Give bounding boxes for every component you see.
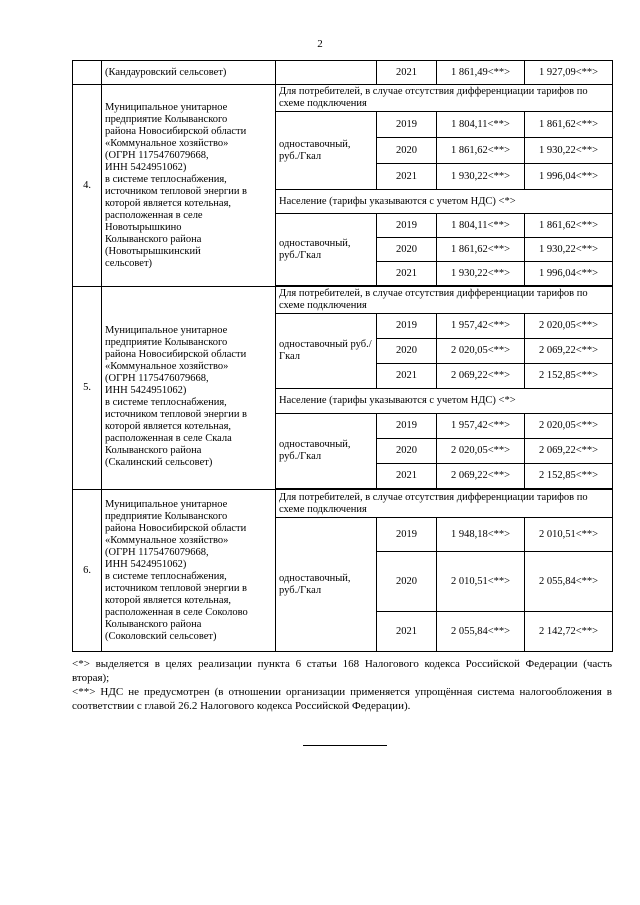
tariff-value-1: 1 804,11<**> <box>437 214 525 238</box>
tariff-value-2: 2 020,05<**> <box>525 314 613 339</box>
tariff-value-2: 2 069,22<**> <box>525 339 613 364</box>
tariff-value-1: 2 069,22<**> <box>437 364 525 389</box>
org-line: Колыванского района <box>105 444 202 456</box>
org-line: ИНН 5424951062) <box>105 558 187 570</box>
tariff-value-1: 1 804,11<**> <box>437 112 525 138</box>
tariff-value-2: 2 152,85<**> <box>525 464 613 489</box>
tariff-value-2: 1 996,04<**> <box>525 164 613 190</box>
section-header: Для потребителей, в случае отсутствия дифференциации тарифов по схеме подключения <box>276 85 613 112</box>
tariff-value-2: 2 142,72<**> <box>525 612 613 652</box>
year-cell: 2019 <box>377 414 437 439</box>
org-line: в системе теплоснабжения, <box>105 396 227 408</box>
tariff-value-1: 1 957,42<**> <box>437 414 525 439</box>
org-line: Муниципальное унитарное <box>105 324 228 336</box>
tariff-value-1: 2 010,51<**> <box>437 552 525 612</box>
tariff-table <box>72 60 613 652</box>
tariff-value-1: 1 930,22<**> <box>437 164 525 190</box>
section-header: Для потребителей, в случае отсутствия дифференциации тарифов по схеме подключения <box>276 287 613 314</box>
org-line: расположенная в селе <box>105 209 203 221</box>
org-line: (ОГРН 1175476079668, <box>105 546 209 558</box>
tariff-category: одноставочный, руб./Гкал <box>276 112 377 190</box>
year-cell: 2020 <box>377 339 437 364</box>
year-cell: 2019 <box>377 112 437 138</box>
year-cell: 2019 <box>377 214 437 238</box>
tariff-value-1: 1 861,62<**> <box>437 138 525 164</box>
org-line: расположенная в селе Скала <box>105 432 232 444</box>
tariff-value-2: 2 020,05<**> <box>525 414 613 439</box>
org-line: района Новосибирской области <box>105 348 247 360</box>
tariff-value-1: 2 020,05<**> <box>437 339 525 364</box>
tariff-value-1: 1 957,42<**> <box>437 314 525 339</box>
org-line: (Соколовский сельсовет) <box>105 630 217 642</box>
org-line: которой является котельная, <box>105 197 232 209</box>
section-header: Население (тарифы указываются с учетом НДС) <*> <box>276 389 613 414</box>
end-divider <box>303 745 387 746</box>
section-header-row <box>73 85 613 112</box>
org-line: ИНН 5424951062) <box>105 384 187 396</box>
tariff-value-2: 1 930,22<**> <box>525 138 613 164</box>
org-name-cell: (Кандауровский сельсовет) <box>102 61 276 85</box>
year-cell: 2020 <box>377 138 437 164</box>
org-line: в системе теплоснабжения, <box>105 570 227 582</box>
year-cell: 2021 <box>377 262 437 286</box>
org-line: (Скалинский сельсовет) <box>105 456 213 468</box>
tariff-category: одноставочный руб./Гкал <box>276 314 377 389</box>
org-line: Колыванского района <box>105 233 202 245</box>
year-cell: 2020 <box>377 439 437 464</box>
year-cell: 2021 <box>377 464 437 489</box>
tariff-value-2: 1 861,62<**> <box>525 214 613 238</box>
tariff-value-2: 1 996,04<**> <box>525 262 613 286</box>
org-line: предприятие Колыванского <box>105 510 228 522</box>
category-cell <box>276 61 377 85</box>
year-cell: 2020 <box>377 552 437 612</box>
tariff-value-2: 1 861,62<**> <box>525 112 613 138</box>
org-description <box>102 490 276 652</box>
tariff-value-2: 2 055,84<**> <box>525 552 613 612</box>
org-line: Колыванского района <box>105 618 202 630</box>
org-line: «Коммунальное хозяйство» <box>105 360 229 372</box>
year-cell: 2019 <box>377 314 437 339</box>
org-description <box>102 85 276 287</box>
year-cell: 2021 <box>377 364 437 389</box>
footnotes <box>72 657 612 713</box>
org-line: (ОГРН 1175476079668, <box>105 372 209 384</box>
tariff-value-2: 2 010,51<**> <box>525 518 613 552</box>
org-line: района Новосибирской области <box>105 522 247 534</box>
org-line: «Коммунальное хозяйство» <box>105 534 229 546</box>
year-cell: 2021 <box>377 612 437 652</box>
org-line: источником тепловой энергии в <box>105 185 248 197</box>
page-number: 2 <box>317 38 323 50</box>
org-line: в системе теплоснабжения, <box>105 173 227 185</box>
org-line: предприятие Колыванского <box>105 336 228 348</box>
row-number: 5. <box>73 287 102 490</box>
tariff-category: одноставочный, руб./Гкал <box>276 214 377 286</box>
org-line: расположенная в селе Соколово <box>105 606 248 618</box>
org-line: «Коммунальное хозяйство» <box>105 137 229 149</box>
org-line: которой является котельная, <box>105 594 232 606</box>
tariff-value-2: 1 930,22<**> <box>525 238 613 262</box>
tariff-value-1: 1 948,18<**> <box>437 518 525 552</box>
org-line: Муниципальное унитарное <box>105 498 228 510</box>
tariff-value-1: 2 069,22<**> <box>437 464 525 489</box>
table-row <box>73 61 613 85</box>
tariff-value-1: 2 020,05<**> <box>437 439 525 464</box>
footnote: <*> выделяется в целях реализации пункта 6 статьи 168 Налогового кодекса Российской Федерации (часть вторая); <box>72 658 612 684</box>
tariff-value-2: 2 152,85<**> <box>525 364 613 389</box>
tariff-value-1: 1 861,62<**> <box>437 238 525 262</box>
year-cell: 2021 <box>377 164 437 190</box>
tariff-category: одноставочный, руб./Гкал <box>276 518 377 652</box>
footnote: <**> НДС не предусмотрен (в отношении организации применяется упрощённая система налогообложения в соответствии с главой 26.2 Налогового кодекса Российской Федерации). <box>72 686 612 712</box>
tariff-value-1: 1 930,22<**> <box>437 262 525 286</box>
org-line: Новотырышкино <box>105 221 182 233</box>
org-line: Муниципальное унитарное <box>105 101 228 113</box>
tariff-category: одноставочный, руб./Гкал <box>276 414 377 489</box>
row-number: 4. <box>73 85 102 287</box>
year-cell: 2020 <box>377 238 437 262</box>
org-description <box>102 287 276 490</box>
org-line: ИНН 5424951062) <box>105 161 187 173</box>
org-line: источником тепловой энергии в <box>105 582 248 594</box>
org-line: района Новосибирской области <box>105 125 247 137</box>
org-line: предприятие Колыванского <box>105 113 228 125</box>
year-cell: 2021 <box>377 61 437 85</box>
row-number: 6. <box>73 490 102 652</box>
org-line: (Новотырышкинский <box>105 245 201 257</box>
org-line: (ОГРН 1175476079668, <box>105 149 209 161</box>
num-cell <box>73 61 102 85</box>
org-line: источником тепловой энергии в <box>105 408 248 420</box>
org-line: которой является котельная, <box>105 420 232 432</box>
section-header-row <box>73 287 613 314</box>
tariff-value-1: 1 861,49<**> <box>437 61 525 85</box>
tariff-value-2: 1 927,09<**> <box>525 61 613 85</box>
year-cell: 2019 <box>377 518 437 552</box>
section-header-row <box>73 490 613 518</box>
section-header: Население (тарифы указываются с учетом НДС) <*> <box>276 190 613 214</box>
org-line: сельсовет) <box>105 257 153 269</box>
tariff-value-2: 2 069,22<**> <box>525 439 613 464</box>
section-header: Для потребителей, в случае отсутствия дифференциации тарифов по схеме подключения <box>276 490 613 518</box>
tariff-value-1: 2 055,84<**> <box>437 612 525 652</box>
